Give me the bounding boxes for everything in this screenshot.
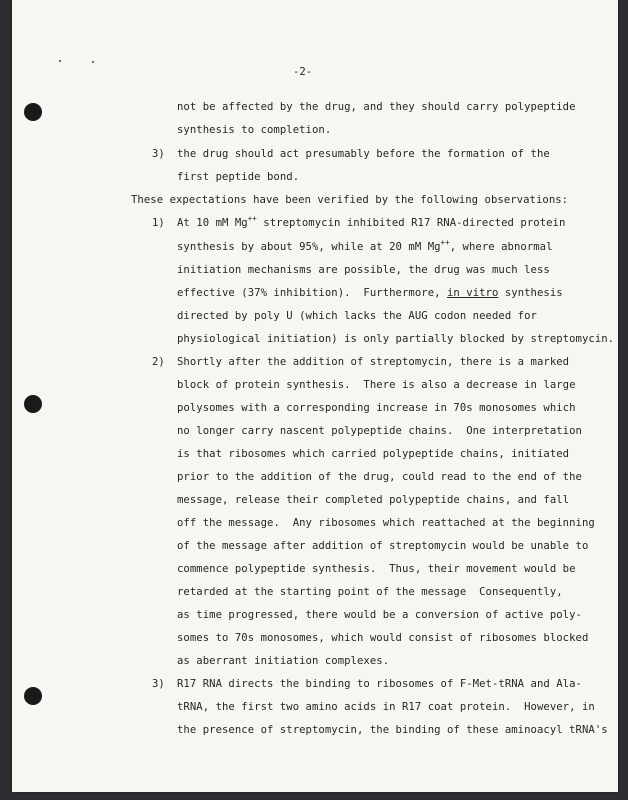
underlined-text: in vitro [446, 287, 499, 299]
text-line: the drug should act presumably before the formation of the [177, 148, 550, 160]
paper-speck [59, 60, 61, 62]
text-line: as time progressed, there would be a conversion of active poly- [177, 609, 582, 621]
text-line: effective (37% inhibition). Furthermore, in vitro synthesis [177, 287, 563, 299]
text-line: block of protein synthesis. There is also a decrease in large [177, 379, 576, 391]
text-line: somes to 70s monosomes, which would consist of ribosomes blocked [177, 632, 589, 644]
text-line: as aberrant initiation complexes. [177, 655, 390, 667]
document-page [12, 0, 618, 792]
punch-hole [24, 395, 42, 413]
text-line: polysomes with a corresponding increase in 70s monosomes which [177, 402, 576, 414]
page-number: -2- [293, 66, 313, 78]
text-line: synthesis to completion. [177, 124, 332, 136]
text-line: At 10 mM Mg++ streptomycin inhibited R17 RNA-directed protein [177, 214, 566, 229]
text-line: commence polypeptide synthesis. Thus, their movement would be [177, 563, 576, 575]
text-line: directed by poly U (which lacks the AUG codon needed for [177, 310, 537, 322]
list-marker: 1) [152, 217, 165, 229]
text-line: physiological initiation) is only partially blocked by streptomycin. [177, 333, 615, 345]
text-line: tRNA, the first two amino acids in R17 coat protein. However, in [177, 701, 595, 713]
paper-speck [92, 61, 94, 63]
list-marker: 2) [152, 356, 165, 368]
list-marker: 3) [152, 678, 165, 690]
text-line: no longer carry nascent polypeptide chains. One interpretation [177, 425, 582, 437]
punch-hole [24, 687, 42, 705]
text-line: retarded at the starting point of the message Consequently, [177, 586, 563, 598]
text-line: not be affected by the drug, and they should carry polypeptide [177, 101, 576, 113]
text-line: first peptide bond. [177, 171, 300, 183]
text-line: message, release their completed polypeptide chains, and fall [177, 494, 570, 506]
text-line: of the message after addition of streptomycin would be unable to [177, 540, 589, 552]
text-line: initiation mechanisms are possible, the drug was much less [177, 264, 550, 276]
text-line: These expectations have been verified by the following observations: [131, 194, 569, 206]
text-line: Shortly after the addition of streptomycin, there is a marked [177, 356, 570, 368]
list-marker: 3) [152, 148, 165, 160]
text-line: off the message. Any ribosomes which reattached at the beginning [177, 517, 595, 529]
text-line: synthesis by about 95%, while at 20 mM Mg++, where abnormal [177, 238, 553, 253]
punch-hole [24, 103, 42, 121]
text-line: prior to the addition of the drug, could read to the end of the [177, 471, 582, 483]
text-line: the presence of streptomycin, the binding of these aminoacyl tRNA's [177, 724, 608, 736]
text-line: R17 RNA directs the binding to ribosomes of F-Met-tRNA and Ala- [177, 678, 582, 690]
text-line: is that ribosomes which carried polypeptide chains, initiated [177, 448, 570, 460]
